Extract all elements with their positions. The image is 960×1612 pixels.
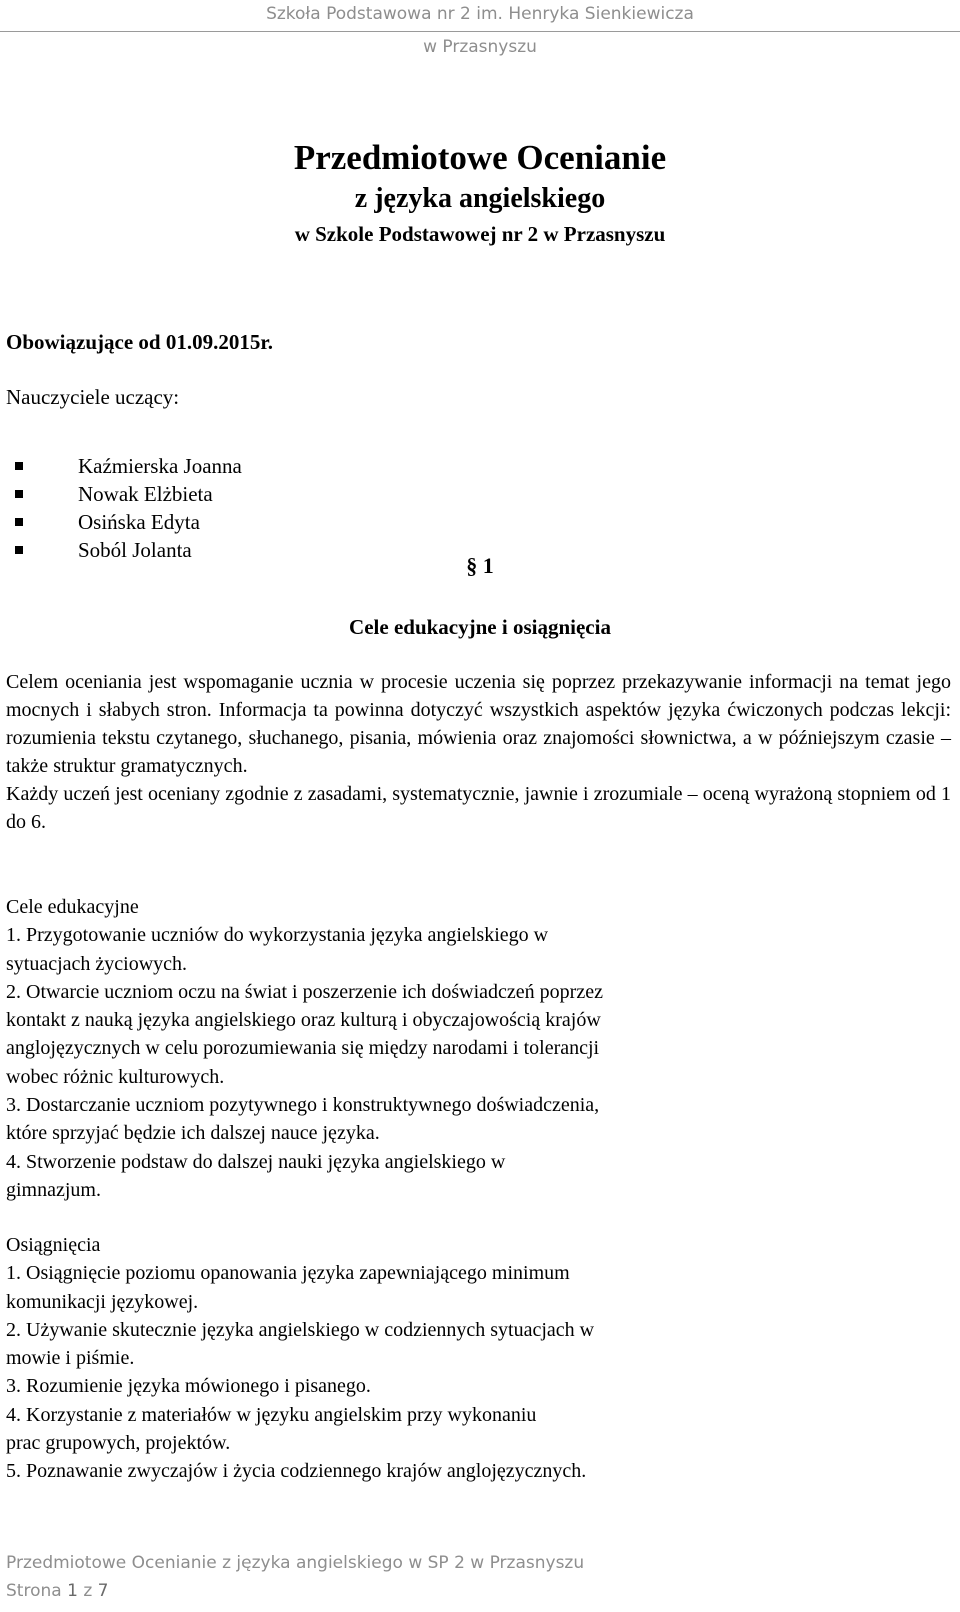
intro-text	[6, 668, 951, 836]
teachers-list	[12, 452, 242, 564]
list-item: Kaźmierska Joanna	[12, 452, 242, 480]
goals-block	[6, 893, 603, 1204]
list-item: gimnazjum.	[6, 1178, 101, 1201]
achievements-block	[6, 1231, 594, 1486]
list-item: komunikacji językowej.	[6, 1290, 199, 1313]
list-item: 3. Dostarczanie uczniom pozytywnego i konstruktywnego doświadczenia,	[6, 1094, 600, 1117]
bullet-square-icon	[15, 518, 23, 526]
list-item: kontakt z nauką języka angielskiego oraz kulturą i obyczajowością krajów	[6, 1009, 601, 1032]
section-title: Cele edukacyjne i osiągnięcia	[349, 615, 611, 639]
list-item: które sprzyjać będzie ich dalszej nauce języka.	[6, 1122, 380, 1145]
document-school: w Szkole Podstawowej nr 2 w Przasnyszu	[294, 222, 666, 246]
intro-paragraph: Celem oceniania jest wspomaganie ucznia w procesie uczenia się poprzez przekazywanie informacji na temat jego mocnych i słabych stron. Informacja ta powinna dotyczyć wszystkich aspektów języka ćwiczonych podczas lekcji: rozumienia tekstu czytanego, słuchanego, pisania, mówienia oraz znajomości słownictwa, a w późniejszym czasie – także struktur gramatycznych.	[6, 671, 951, 777]
teachers-heading: Nauczyciele uczący:	[6, 385, 180, 409]
footer-document-line: Przedmiotowe Ocenianie z języka angielskiego w SP 2 w Przasnyszu	[6, 1553, 585, 1573]
header-divider	[0, 31, 960, 32]
effective-date: Obowiązujące od 01.09.2015r.	[6, 330, 273, 354]
list-item: 1. Osiągnięcie poziomu opanowania języka zapewniającego minimum	[6, 1262, 570, 1285]
page-number: Strona 1 z 7	[6, 1581, 109, 1601]
total-pages: 7	[97, 1581, 109, 1601]
list-item: 1. Przygotowanie uczniów do wykorzystania języka angielskiego w	[6, 924, 549, 947]
list-item: Nowak Elżbieta	[12, 480, 242, 508]
list-item: 3. Rozumienie języka mówionego i pisanego.	[6, 1375, 371, 1398]
list-item: anglojęzycznych w celu porozumiewania się między narodami i tolerancji	[6, 1037, 600, 1060]
list-item: wobec różnic kulturowych.	[6, 1065, 225, 1088]
list-item: Soból Jolanta	[12, 536, 242, 564]
list-item: 4. Stworzenie podstaw do dalszej nauki języka angielskiego w	[6, 1150, 506, 1173]
list-item: 5. Poznawanie zwyczajów i życia codziennego krajów anglojęzycznych.	[6, 1460, 587, 1483]
list-item: prac grupowych, projektów.	[6, 1432, 231, 1455]
list-item: sytuacjach życiowych.	[6, 952, 188, 975]
document-subject: z języka angielskiego	[354, 183, 606, 214]
current-page: 1	[67, 1581, 78, 1601]
bullet-square-icon	[15, 490, 23, 498]
achievements-heading: Osiągnięcia	[6, 1234, 101, 1256]
list-item: Osińska Edyta	[12, 508, 242, 536]
list-item: 2. Używanie skutecznie języka angielskiego w codziennych sytuacjach w	[6, 1318, 595, 1341]
list-item: 4. Korzystanie z materiałów w języku angielskim przy wykonaniu	[6, 1403, 537, 1426]
header-town: w Przasnyszu	[423, 37, 537, 57]
goals-heading: Cele edukacyjne	[6, 896, 139, 918]
section-symbol: § 1	[466, 553, 494, 578]
list-item: 2. Otwarcie uczniom oczu na świat i poszerzenie ich doświadczeń poprzez	[6, 980, 603, 1003]
document-title: Przedmiotowe Ocenianie	[293, 138, 667, 177]
intro-paragraph: Każdy uczeń jest oceniany zgodnie z zasadami, systematycznie, jawnie i zrozumiale – oceną wyrażoną stopniem od 1 do 6.	[6, 783, 951, 833]
bullet-square-icon	[15, 462, 23, 470]
header-school-name: Szkoła Podstawowa nr 2 im. Henryka Sienkiewicza	[266, 4, 694, 24]
list-item: mowie i piśmie.	[6, 1347, 135, 1370]
